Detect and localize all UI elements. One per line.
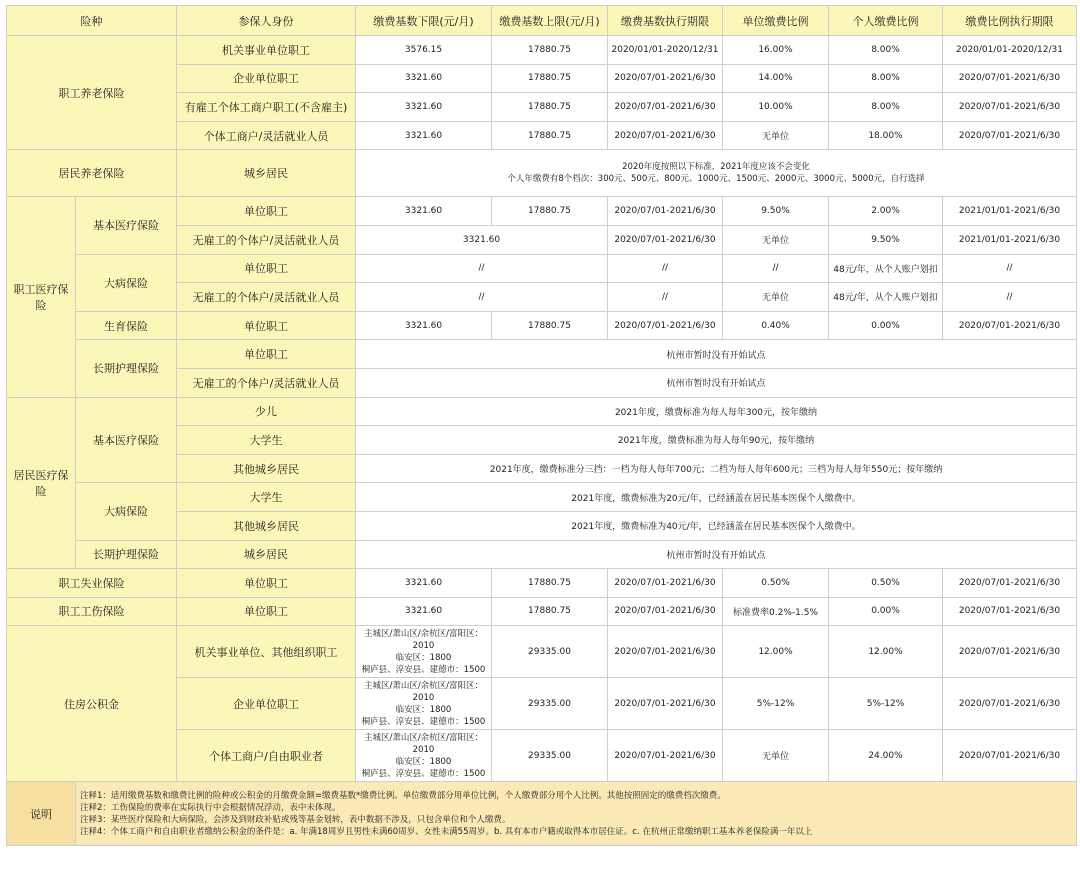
value-cell: 3321.60 — [356, 225, 608, 254]
table-row — [7, 569, 1077, 598]
note-line: 注释3：某些医疗保险和大病保险，会涉及到财政补贴或残等基金划转，表中数据不涉及，只包含单位和个人缴费。 — [80, 814, 511, 825]
value-cell: 8.00% — [829, 64, 943, 93]
table-row — [7, 483, 1077, 512]
lower-limit-line: 主城区/萧山区/余杭区/富阳区： — [363, 628, 484, 639]
subcategory-serious-illness: 大病保险 — [76, 254, 177, 311]
header-base-upper: 缴费基数上限(元/月) — [492, 6, 608, 36]
value-cell: 无单位 — [723, 225, 829, 254]
value-cell: 8.00% — [829, 36, 943, 65]
value-cell: 8.00% — [829, 93, 943, 122]
value-cell: 3321.60 — [356, 569, 492, 598]
value-cell: 2020/07/01-2021/6/30 — [608, 121, 723, 150]
value-cell: 48元/年，从个人账户划扣 — [829, 254, 943, 283]
identity-cell: 个体工商户/自由职业者 — [177, 730, 356, 782]
merged-note-cell: 杭州市暂时没有开始试点 — [356, 540, 1077, 569]
merged-note-cell — [356, 150, 1077, 197]
value-cell: 29335.00 — [492, 730, 608, 782]
note-line: 2020年度按照以下标准，2021年度应该不会变化 — [622, 162, 810, 173]
value-cell: 9.50% — [829, 225, 943, 254]
value-cell: // — [943, 254, 1077, 283]
value-cell: 29335.00 — [492, 626, 608, 678]
category-resident-pension: 居民养老保险 — [7, 150, 177, 197]
identity-cell: 单位职工 — [177, 254, 356, 283]
value-cell: 3321.60 — [356, 93, 492, 122]
notes-body — [76, 782, 1077, 846]
table-row — [7, 197, 1077, 226]
header-rate-period: 缴费比例执行期限 — [943, 6, 1077, 36]
identity-cell: 单位职工 — [177, 311, 356, 340]
note-line: 注释2：工伤保险的费率在实际执行中会根据情况浮动，表中未体现。 — [80, 802, 341, 813]
value-cell: // — [608, 283, 723, 312]
value-cell: 2020/07/01-2021/6/30 — [943, 311, 1077, 340]
value-cell: 2020/07/01-2021/6/30 — [943, 121, 1077, 150]
value-cell: 标准费率0.2%-1.5% — [723, 597, 829, 626]
value-cell: // — [943, 283, 1077, 312]
identity-cell: 个体工商户/灵活就业人员 — [177, 121, 356, 150]
header-employer-rate: 单位缴费比例 — [723, 6, 829, 36]
table-row — [7, 397, 1077, 426]
value-cell: 3321.60 — [356, 311, 492, 340]
lower-limit-line: 临安区：1800 — [395, 756, 452, 767]
header-identity: 参保人身份 — [177, 6, 356, 36]
value-cell: 3576.15 — [356, 36, 492, 65]
lower-limit-line: 主城区/萧山区/余杭区/富阳区： — [363, 732, 484, 743]
value-cell: 12.00% — [723, 626, 829, 678]
identity-cell: 大学生 — [177, 483, 356, 512]
value-cell: 10.00% — [723, 93, 829, 122]
table-row — [7, 626, 1077, 678]
value-cell: 16.00% — [723, 36, 829, 65]
header-base-lower: 缴费基数下限(元/月) — [356, 6, 492, 36]
value-cell: 2021/01/01-2021/6/30 — [943, 225, 1077, 254]
value-cell: 9.50% — [723, 197, 829, 226]
value-cell: 3321.60 — [356, 597, 492, 626]
lower-limit-line: 桐庐县、淳安县、建德市：1500 — [361, 768, 486, 779]
value-cell: 2020/07/01-2021/6/30 — [608, 626, 723, 678]
value-cell: 17880.75 — [492, 121, 608, 150]
subcategory-long-term-care: 长期护理保险 — [76, 540, 177, 569]
lower-limit-line: 桐庐县、淳安县、建德市：1500 — [361, 664, 486, 675]
value-cell: 2020/01/01-2020/12/31 — [943, 36, 1077, 65]
lower-limit-line: 临安区：1800 — [395, 652, 452, 663]
value-cell: 2020/07/01-2021/6/30 — [608, 93, 723, 122]
identity-cell: 城乡居民 — [177, 540, 356, 569]
table-row — [7, 150, 1077, 197]
value-cell: 17880.75 — [492, 197, 608, 226]
value-cell: 2020/07/01-2021/6/30 — [608, 569, 723, 598]
value-cell: 3321.60 — [356, 197, 492, 226]
value-cell: 2020/07/01-2021/6/30 — [608, 311, 723, 340]
value-cell: 17880.75 — [492, 311, 608, 340]
value-cell: 0.40% — [723, 311, 829, 340]
category-emp-medical: 职工医疗保险 — [7, 197, 76, 397]
merged-note-cell: 2021年度，缴费标准分三挡：一档为每人每年700元；二档为每人每年600元；三档为每人每年550元；按年缴纳 — [356, 454, 1077, 483]
value-cell: 2020/07/01-2021/6/30 — [943, 626, 1077, 678]
social-insurance-table — [6, 5, 1077, 846]
identity-cell: 大学生 — [177, 426, 356, 455]
merged-note-cell: 2021年度，缴费标准为20元/年，已经涵盖在居民基本医保个人缴费中。 — [356, 483, 1077, 512]
value-cell: 2020/07/01-2021/6/30 — [608, 64, 723, 93]
lower-limit-line: 临安区：1800 — [395, 704, 452, 715]
value-cell: // — [723, 254, 829, 283]
identity-cell: 无雇工的个体户/灵活就业人员 — [177, 283, 356, 312]
table-row — [7, 36, 1077, 65]
value-cell: 2020/07/01-2021/6/30 — [608, 678, 723, 730]
identity-cell: 机关事业单位、其他组织职工 — [177, 626, 356, 678]
lower-limit-cell — [356, 678, 492, 730]
table-row — [7, 597, 1077, 626]
notes-row — [7, 782, 1077, 846]
value-cell: 2020/07/01-2021/6/30 — [608, 197, 723, 226]
value-cell: // — [356, 283, 608, 312]
lower-limit-line: 2010 — [412, 744, 435, 755]
value-cell: 24.00% — [829, 730, 943, 782]
category-pension: 职工养老保险 — [7, 36, 177, 150]
lower-limit-line: 2010 — [412, 640, 435, 651]
lower-limit-cell — [356, 730, 492, 782]
table-row — [7, 340, 1077, 369]
value-cell: 17880.75 — [492, 93, 608, 122]
value-cell: 0.50% — [723, 569, 829, 598]
header-insurance-type: 险种 — [7, 6, 177, 36]
identity-cell: 机关事业单位职工 — [177, 36, 356, 65]
value-cell: 12.00% — [829, 626, 943, 678]
identity-cell: 单位职工 — [177, 197, 356, 226]
note-line: 注释1：适用缴费基数和缴费比例的险种或公积金的月缴费金额=缴费基数*缴费比例。单位缴费部分用单位比例，个人缴费部分用个人比例。其他按照固定的缴费档次缴费。 — [80, 790, 726, 801]
value-cell: 2020/07/01-2021/6/30 — [608, 225, 723, 254]
value-cell: 17880.75 — [492, 597, 608, 626]
value-cell: 2021/01/01-2021/6/30 — [943, 197, 1077, 226]
value-cell: 17880.75 — [492, 36, 608, 65]
table-row — [7, 254, 1077, 283]
value-cell: // — [608, 254, 723, 283]
value-cell: // — [356, 254, 608, 283]
identity-cell: 单位职工 — [177, 340, 356, 369]
identity-cell: 其他城乡居民 — [177, 454, 356, 483]
value-cell: 5%-12% — [829, 678, 943, 730]
value-cell: 2020/07/01-2021/6/30 — [943, 93, 1077, 122]
value-cell: 无单位 — [723, 283, 829, 312]
value-cell: 2020/07/01-2021/6/30 — [943, 678, 1077, 730]
table-row — [7, 540, 1077, 569]
identity-cell: 企业单位职工 — [177, 64, 356, 93]
merged-note-cell: 2021年度，缴费标准为40元/年，已经涵盖在居民基本医保个人缴费中。 — [356, 511, 1077, 540]
value-cell: 3321.60 — [356, 121, 492, 150]
value-cell: 0.50% — [829, 569, 943, 598]
value-cell: 0.00% — [829, 597, 943, 626]
identity-cell: 单位职工 — [177, 569, 356, 598]
category-res-medical: 居民医疗保险 — [7, 397, 76, 569]
lower-limit-line: 桐庐县、淳安县、建德市：1500 — [361, 716, 486, 727]
value-cell: 5%-12% — [723, 678, 829, 730]
identity-cell: 无雇工的个体户/灵活就业人员 — [177, 225, 356, 254]
header-base-period: 缴费基数执行期限 — [608, 6, 723, 36]
identity-cell: 少儿 — [177, 397, 356, 426]
merged-note-cell: 2021年度，缴费标准为每人每年90元，按年缴纳 — [356, 426, 1077, 455]
subcategory-maternity: 生育保险 — [76, 311, 177, 340]
header-personal-rate: 个人缴费比例 — [829, 6, 943, 36]
subcategory-serious-illness: 大病保险 — [76, 483, 177, 540]
value-cell: 0.00% — [829, 311, 943, 340]
value-cell: 48元/年，从个人账户划扣 — [829, 283, 943, 312]
identity-cell: 单位职工 — [177, 597, 356, 626]
value-cell: 无单位 — [723, 121, 829, 150]
lower-limit-line: 主城区/萧山区/余杭区/富阳区： — [363, 680, 484, 691]
identity-cell: 有雇工个体工商户职工(不含雇主) — [177, 93, 356, 122]
note-line: 注释4：个体工商户和自由职业者缴纳公积金的条件是：a. 年满18周岁且男性未满60周岁、女性未满55周岁。b. 具有本市户籍或取得本市居住证。c. 在杭州正常缴纳职工基本养老保险满一年以上 — [80, 826, 813, 837]
value-cell: 17880.75 — [492, 569, 608, 598]
value-cell: 3321.60 — [356, 64, 492, 93]
value-cell: 2020/07/01-2021/6/30 — [943, 64, 1077, 93]
category-housing-fund: 住房公积金 — [7, 626, 177, 782]
subcategory-basic-medical: 基本医疗保险 — [76, 397, 177, 483]
value-cell: 17880.75 — [492, 64, 608, 93]
category-unemployment: 职工失业保险 — [7, 569, 177, 598]
value-cell: 29335.00 — [492, 678, 608, 730]
value-cell: 2020/07/01-2021/6/30 — [608, 730, 723, 782]
value-cell: 无单位 — [723, 730, 829, 782]
note-line: 个人年缴费有8个档次：300元、500元、800元、1000元、1500元、2000元、3000元、5000元，自行选择 — [507, 174, 925, 185]
table-row — [7, 311, 1077, 340]
value-cell: 2020/07/01-2021/6/30 — [608, 597, 723, 626]
lower-limit-line: 2010 — [412, 692, 435, 703]
value-cell: 2020/01/01-2020/12/31 — [608, 36, 723, 65]
subcategory-basic-medical: 基本医疗保险 — [76, 197, 177, 254]
merged-note-cell: 杭州市暂时没有开始试点 — [356, 340, 1077, 369]
identity-cell: 无雇工的个体户/灵活就业人员 — [177, 368, 356, 397]
identity-cell: 其他城乡居民 — [177, 511, 356, 540]
identity-cell: 城乡居民 — [177, 150, 356, 197]
value-cell: 14.00% — [723, 64, 829, 93]
value-cell: 2.00% — [829, 197, 943, 226]
identity-cell: 企业单位职工 — [177, 678, 356, 730]
value-cell: 18.00% — [829, 121, 943, 150]
lower-limit-cell — [356, 626, 492, 678]
category-injury: 职工工伤保险 — [7, 597, 177, 626]
merged-note-cell: 杭州市暂时没有开始试点 — [356, 368, 1077, 397]
notes-label: 说明 — [7, 782, 76, 846]
header-row — [7, 6, 1077, 36]
value-cell: 2020/07/01-2021/6/30 — [943, 569, 1077, 598]
value-cell: 2020/07/01-2021/6/30 — [943, 597, 1077, 626]
subcategory-long-term-care: 长期护理保险 — [76, 340, 177, 397]
value-cell: 2020/07/01-2021/6/30 — [943, 730, 1077, 782]
merged-note-cell: 2021年度，缴费标准为每人每年300元，按年缴纳 — [356, 397, 1077, 426]
